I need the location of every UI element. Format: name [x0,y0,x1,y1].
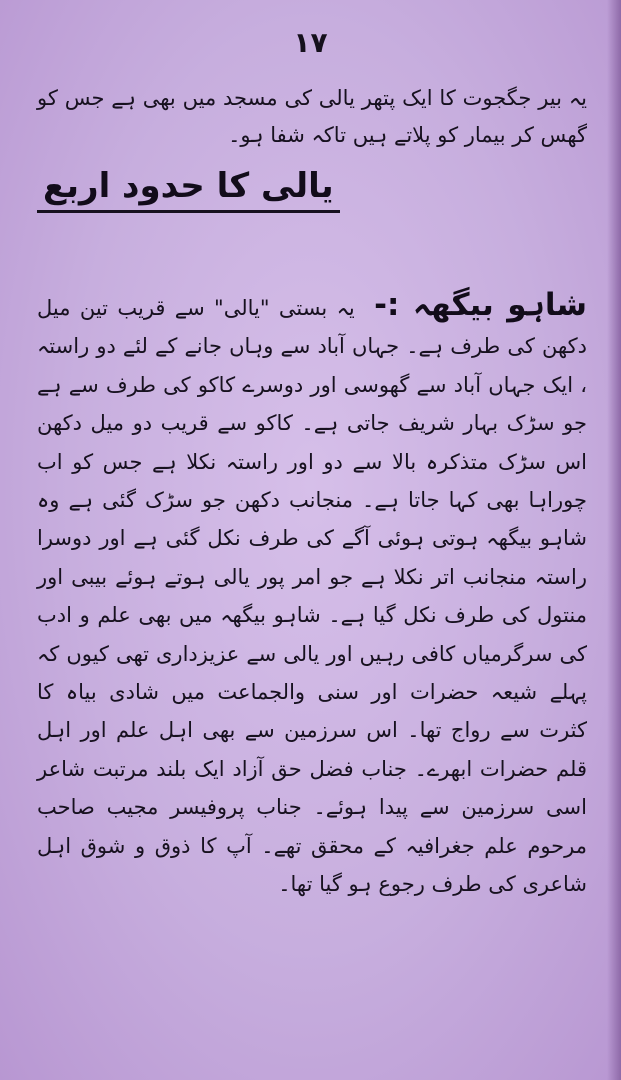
shah-ho-bigha-subheading: شاہو بیگھہ :- [374,287,587,323]
section-heading: یالی کا حدود اربع [37,166,340,213]
section-heading-wrapper [37,166,587,213]
page-edge-shadow [607,0,621,1080]
page-number: ۱۷ [293,26,328,59]
intro-paragraph: یہ بیر جگجوت کا ایک پتھر یالی کی مسجد میں بھی ہے جس کو گھس کر بیمار کو پلاتے ہیں تاکہ شفا ہو۔ [37,86,587,147]
shah-ho-bigha-body: یہ بستی "یالی" سے قریب تین میل دکھن کی طرف ہے۔ جہاں آباد سے وہاں جانے کے لئے دو راستہ ، ایک جہاں آباد سے گھوسی اور دوسرے کاکو کی طرف سے ہے جو سڑک بہار شریف جاتی ہے۔ کاکو سے قریب دو میل دکھن اس سڑک متذکرہ بالا سے دو اور راستہ نکلا ہے جس کو اب چوراہا بھی کہا جاتا ہے۔ منجانب دکھن جو سڑک گئی ہے وہ شاہو بیگھہ ہوتی ہوئی آگے کی طرف نکل گئی ہے اور دوسرا راستہ منجانب اتر نکلا ہے جو امر پور یالی ہوتے ہوئے بیبی اور منتول کی طرف نکل گیا ہے۔ شاہو بیگھہ میں بھی علم و ادب کی سرگرمیاں کافی رہیں اور یالی سے عزیزداری تھی کیوں کہ پہلے شیعہ حضرات اور سنی والجماعت میں شادی بیاہ کا کثرت سے رواج تھا۔ اس سرزمین سے بھی اہل علم اور اہل قلم حضرات ابھرے۔ جناب فضل حق آزاد ایک بلند مرتبت شاعر اسی سرزمین سے پیدا ہوئے۔ جناب پروفیسر مجیب صاحب مرحوم علم جغرافیہ کے محقق تھے۔ آپ کا ذوق و شوق اہل شاعری کی طرف رجوع ہو گیا تھا۔ [37,296,587,897]
shah-ho-bigha-paragraph [37,286,587,904]
